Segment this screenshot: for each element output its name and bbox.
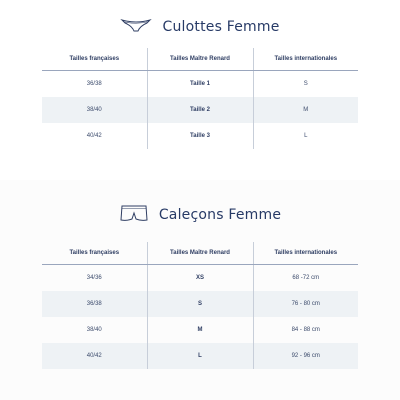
culottes-section [0, 0, 400, 180]
french-size-cell: 34/36 [86, 275, 102, 281]
international-size-cell: M [253, 97, 358, 123]
header-maitre-renard-sizes: Tailles Maître Renard [147, 242, 253, 265]
maitre-renard-size-cell: S [147, 291, 253, 317]
maitre-renard-size-cell: Taille 3 [147, 123, 253, 149]
header-international-sizes: Tailles internationales [253, 48, 358, 71]
table-row [42, 123, 358, 149]
calecons-size-table [42, 242, 358, 369]
table-row [42, 343, 358, 369]
maitre-renard-size-cell: Taille 1 [147, 71, 253, 98]
international-size-cell: 92 - 96 cm [253, 343, 358, 369]
french-size-cell: 40/42 [42, 343, 147, 369]
header-french-sizes: Tailles françaises [42, 242, 147, 265]
culottes-size-table [42, 48, 358, 149]
international-size-cell: L [304, 133, 308, 139]
table-row [42, 265, 358, 292]
french-size-cell: 40/42 [86, 133, 102, 139]
culottes-header [0, 14, 400, 40]
international-size-cell: S [303, 81, 308, 87]
french-size-cell: 36/38 [42, 291, 147, 317]
culottes-title: Culottes Femme [162, 19, 280, 35]
table-header-row [42, 242, 358, 265]
briefs-icon [120, 17, 152, 38]
international-size-cell: 76 - 80 cm [253, 291, 358, 317]
french-size-cell: 36/38 [86, 81, 102, 87]
maitre-renard-size-cell: XS [147, 265, 253, 292]
table-row [42, 71, 358, 98]
french-size-cell: 38/40 [42, 97, 147, 123]
boxer-shorts-icon [119, 203, 149, 228]
table-row [42, 291, 358, 317]
header-international-sizes: Tailles internationales [253, 242, 358, 265]
header-maitre-renard-sizes: Tailles Maître Renard [147, 48, 253, 71]
calecons-header [0, 202, 400, 228]
maitre-renard-size-cell: M [147, 317, 253, 343]
maitre-renard-size-cell: Taille 2 [147, 97, 253, 123]
international-size-cell: 84 - 88 cm [291, 327, 320, 333]
calecons-section [0, 180, 400, 400]
french-size-cell: 38/40 [86, 327, 102, 333]
calecons-title: Caleçons Femme [158, 207, 282, 223]
maitre-renard-size-cell: L [147, 343, 253, 369]
international-size-cell: 68 -72 cm [292, 275, 320, 281]
table-row [42, 97, 358, 123]
table-row [42, 317, 358, 343]
table-header-row [42, 48, 358, 71]
header-french-sizes: Tailles françaises [42, 48, 147, 71]
